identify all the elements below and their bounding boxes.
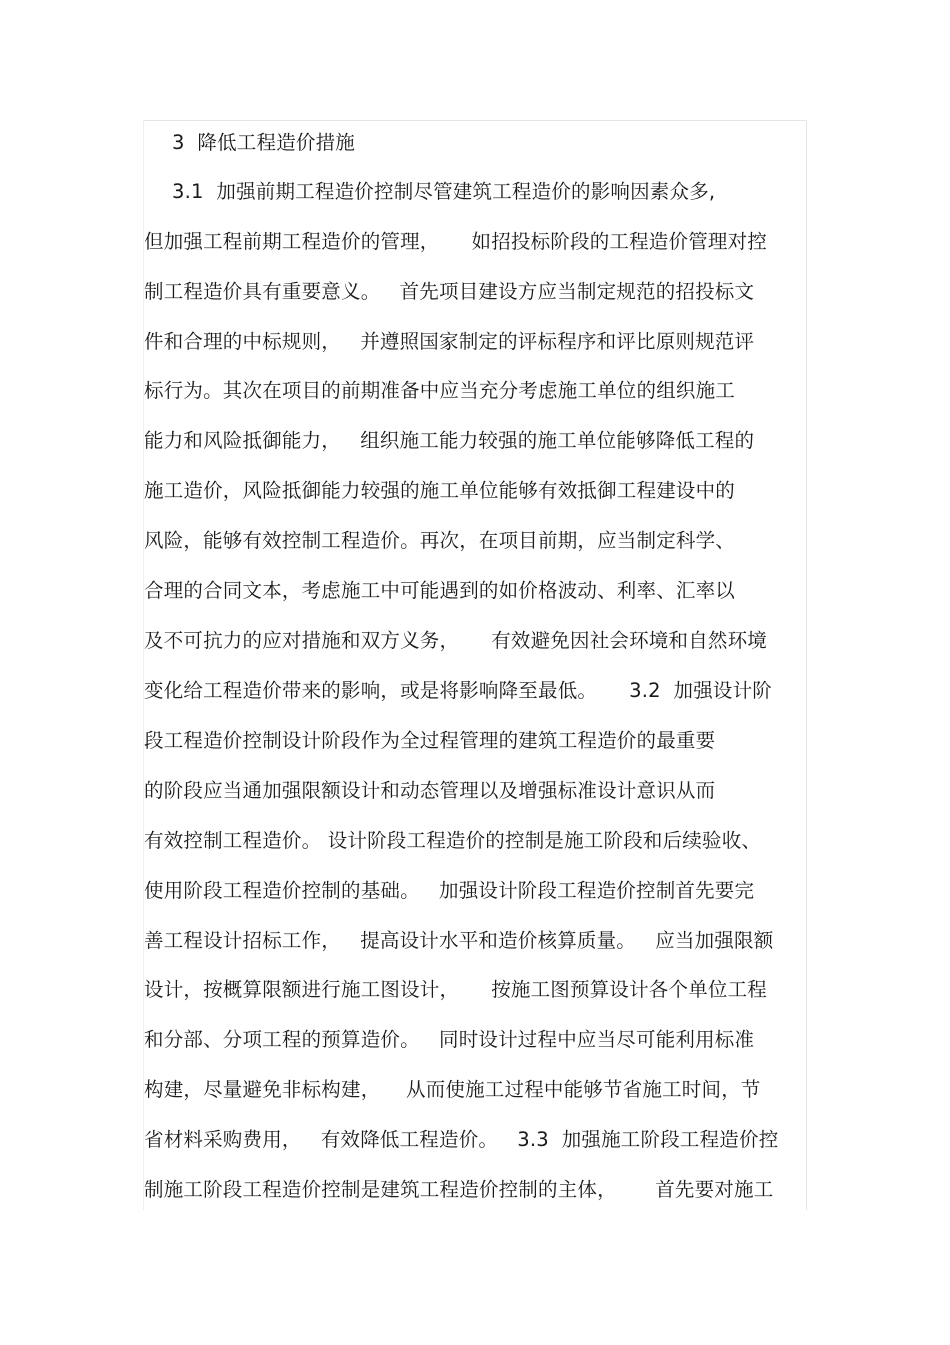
body-line: 能力和风险抵御能力， 组织施工能力较强的施工单位能够降低工程的	[144, 429, 755, 452]
body-line: 省材料采购费用， 有效降低工程造价。 3.3 加强施工阶段工程造价控	[144, 1128, 779, 1151]
section-heading: 3 降低工程造价措施	[172, 131, 356, 154]
body-line: 段工程造价控制设计阶段作为全过程管理的建筑工程造价的最重要	[144, 729, 716, 752]
body-line: 和分部、分项工程的预算造价。 同时设计过程中应当尽可能利用标准	[144, 1028, 755, 1051]
body-line: 使用阶段工程造价控制的基础。 加强设计阶段工程造价控制首先要完	[144, 879, 755, 902]
body-line: 风险，能够有效控制工程造价。再次，在项目前期，应当制定科学、	[144, 529, 736, 552]
body-line: 设计，按概算限额进行施工图设计， 按施工图预算设计各个单位工程	[144, 978, 767, 1001]
body-line: 制施工阶段工程造价控制是建筑工程造价控制的主体， 首先要对施工	[144, 1178, 774, 1201]
body-line: 施工造价，风险抵御能力较强的施工单位能够有效抵御工程建设中的	[144, 479, 736, 502]
body-line: 有效控制工程造价。 设计阶段工程造价的控制是施工阶段和后续验收、	[144, 829, 762, 852]
body-line: 变化给工程造价带来的影响，或是将影响降至最低。 3.2 加强设计阶	[144, 679, 773, 702]
body-line: 件和合理的中标规则， 并遵照国家制定的评标程序和评比原则规范评	[144, 330, 755, 353]
body-line: 构建，尽量避免非标构建， 从而使施工过程中能够节省施工时间，节	[144, 1078, 761, 1101]
body-line: 制工程造价具有重要意义。 首先项目建设方应当制定规范的招投标文	[144, 280, 755, 303]
body-line: 善工程设计招标工作， 提高设计水平和造价核算质量。 应当加强限额	[144, 929, 774, 952]
body-line: 标行为。其次在项目的前期准备中应当充分考虑施工单位的组织施工	[144, 379, 736, 402]
body-line: 3.1 加强前期工程造价控制尽管建筑工程造价的影响因素众多,	[172, 180, 716, 203]
body-line: 的阶段应当通加强限额设计和动态管理以及增强标准设计意识从而	[144, 779, 716, 802]
body-line: 及不可抗力的应对措施和双方义务， 有效避免因社会环境和自然环境	[144, 629, 767, 652]
body-line: 合理的合同文本，考虑施工中可能遇到的如价格波动、利率、汇率以	[144, 579, 736, 602]
body-line: 但加强工程前期工程造价的管理， 如招投标阶段的工程造价管理对控	[144, 230, 767, 253]
